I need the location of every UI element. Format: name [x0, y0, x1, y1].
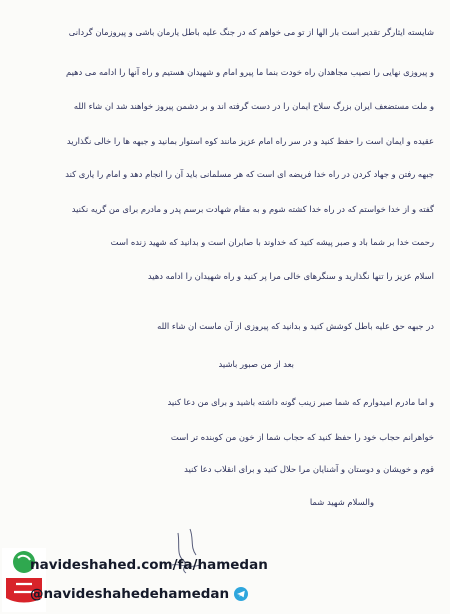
telegram-icon [234, 587, 248, 601]
watermark-footer [0, 548, 450, 614]
letter-line: بعد از من صبور باشيد [218, 359, 294, 369]
letter-line: جبهه رفتن و جهاد كردن در راه خدا فريضه اى است كه هر مسلمانى بايد آن را انجام دهد و امام را يارى كند [65, 169, 434, 179]
letter-line: گفته و از خدا خواستم كه در راه خدا كشته شوم و به مقام شهادت برسم پدر و مادرم براى من گريه نكنيد [71, 204, 434, 214]
letter-line: و ملت مستضعف ايران بزرگ سلاح ايمان را در دست گرفته اند و بر دشمن پيروز خواهند شد ان شاء الله [73, 101, 434, 111]
letter-line: والسلام شهيد شما [309, 497, 374, 507]
social-handle-row[interactable] [30, 586, 248, 602]
letter-line: خواهرانم حجاب خود را حفظ كنيد كه حجاب شما از خون من كوبنده تر است [170, 432, 434, 442]
letter-line: رحمت خدا بر شما باد و صبر پيشه كنيد كه خداوند با صابران است و بدانيد كه شهيد زنده است [110, 237, 434, 247]
website-url[interactable]: navideshahed.com/fa/hamedan [30, 557, 268, 573]
letter-line: قوم و خويشان و دوستان و آشنايان مرا حلال كنيد و براى انقلاب دعا كنيد [184, 464, 434, 474]
letter-line: در جبهه حق عليه باطل كوشش كنيد و بدانيد كه پيروزى از آن ماست ان شاء الله [157, 321, 434, 331]
letter-line: شايسته ايثارگر تقدير است بار الها از تو مى خواهم كه در جنگ عليه باطل يارمان باشى و پيروزمان گردانى [68, 27, 434, 37]
letter-line: و پيروزى نهايى را نصيب مجاهدان راه خودت بنما ما پيرو امام و شهيدان هستيم و راه آنها را ادامه مى دهيم [66, 67, 434, 77]
letter-line: عقيده و ايمان است را حفظ كنيد و در سر راه امام عزيز مانند كوه استوار بمانيد و جبهه ها را خالى نگذاريد [66, 136, 434, 146]
letter-line: اسلام عزيز را تنها نگذاريد و سنگرهاى خالى مرا پر كنيد و راه شهيدان را ادامه دهيد [147, 271, 434, 281]
letter-line: و اما مادرم اميدوارم كه شما صبر زينب گونه داشته باشيد و براى من دعا كنيد [167, 397, 434, 407]
social-handle: @navideshahedehamedan [30, 586, 230, 602]
